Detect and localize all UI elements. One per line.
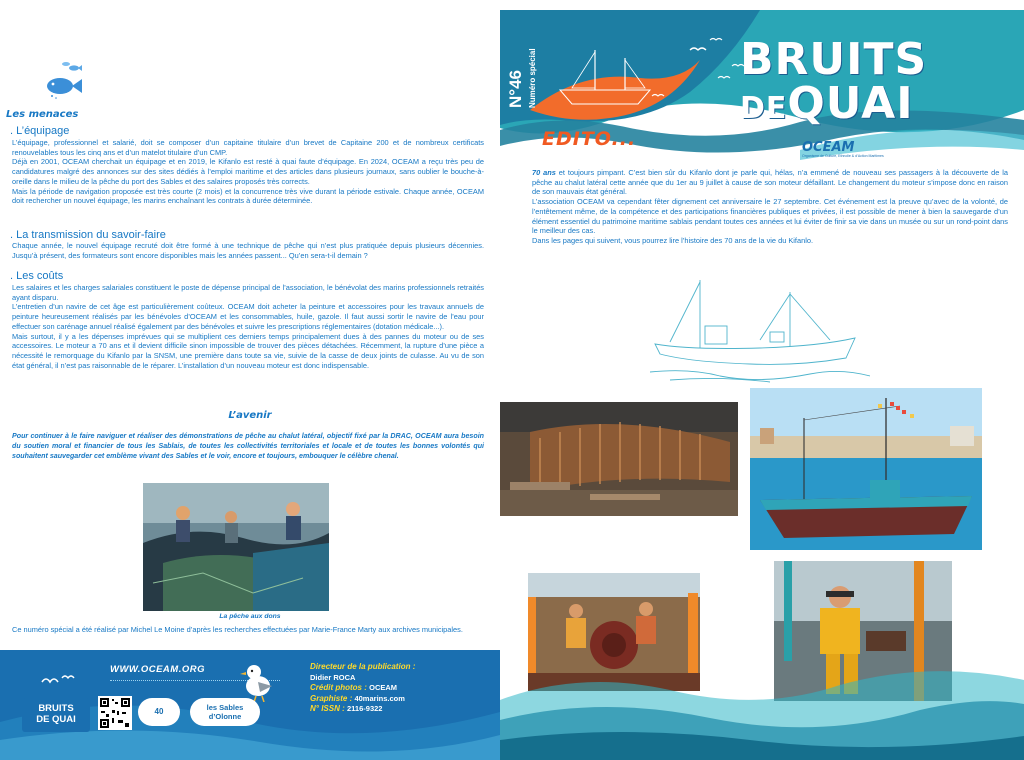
- publication-info: [310, 662, 415, 715]
- paragraph-avenir: Pour continuer à le faire naviguer et réaliser des démonstrations de pêche au chalut latéral, objectif fixé par la DRAC, OCEAM aura besoin du soutien moral et financier de tous les Sablais, de toutes les collectivités territoriales et locale et de toutes les bonnes volontés qui souhaitent sauvegarder cet emblème vivant des Sables et le voir, encore et toujours, embouquer le célèbre chenal.: [12, 432, 484, 460]
- website-link[interactable]: WWW.OCEAM.ORG: [110, 664, 205, 675]
- 40-marins-logo: [138, 698, 180, 726]
- director-label: Directeur de la publication :: [310, 662, 416, 671]
- paragraph-couts: Les salaires et les charges salariales constituent le poste de dépense principal de l’association, le bénévolat des marins professionnels retraités ayant disparu. L’entretien d’un navire de cet âge est particulièrement coûteux. OCEAM doit acheter la peinture et accessoires pour les travaux annuels de peinture heureusement réalisés par les bénévoles d’OCEAM et les consommables, huile, gazole. Il faut aussi sortir le navire de l’eau pour effectuer son carénage annuel réalisé également par des bénévoles et suivre les prescriptions réglementaires (dotation médicale...). Mais surtout, il y a les dépenses imprévues qui se multiplient ces derniers temps principalement dues à des pannes du moteur ou de ses accessoires. Le moteur a 70 ans et il devient difficile sinon impossible de trouver des pièces détachées. Récemment, la rupture d’une pièce a nécessité le remorquage du Kifanlo par la SNSM, une première dans toute sa vie, suivie de la casse de deux joints de culasse. Au vu de son état général, il n’est pas raisonnable de le réparer. L’installation d’un nouveau moteur est donc indispensable.: [12, 283, 484, 370]
- issn-label: N° ISSN :: [310, 704, 345, 713]
- issn-value: 2116-9322: [347, 704, 383, 713]
- issue-number-block: [506, 48, 537, 108]
- paragraph-transmission: Chaque année, le nouvel équipage recruté doit être formé à une technique de pêche qui n’est plus pratiquée depuis plusieurs décennies. Jusqu’à présent, des formateurs sont encore disponibles mais les années passent... Qu’en sera-t-il demain ?: [12, 241, 484, 260]
- subheading-equipage: . L’équipage: [10, 125, 70, 137]
- issue-number: N°46: [506, 70, 525, 108]
- chip-sables-line-2: d’Olonne: [208, 712, 242, 721]
- edito-heading: EDITO...: [542, 128, 637, 150]
- seagull-mascot-icon: [238, 660, 278, 702]
- logo-line-2: DE QUAI: [36, 714, 76, 725]
- harbour-boat-photo: [750, 388, 982, 550]
- subheading-transmission: . La transmission du savoir-faire: [10, 229, 166, 241]
- issue-special: Numéro spécial: [528, 48, 537, 108]
- chip-sables-line-1: les Sables: [206, 703, 244, 712]
- left-page: [0, 0, 500, 760]
- magazine-title: [740, 34, 928, 131]
- graphiste-label: Graphiste :: [310, 693, 353, 703]
- subheading-avenir: L’avenir: [228, 410, 272, 421]
- cover-page: [500, 0, 1024, 760]
- edito-paragraph: [532, 168, 1008, 246]
- qr-code[interactable]: [98, 696, 132, 730]
- title-quai: QUAI: [787, 78, 914, 129]
- logo-line-1: BRUITS: [38, 703, 74, 714]
- title-bruits: BRUITS: [740, 34, 928, 85]
- photos-value: OCEAM: [369, 683, 398, 692]
- les-sables-dolonne-logo: [190, 698, 260, 726]
- oceam-logo: OCEAM: [802, 140, 855, 155]
- edito-lead: 70 ans: [532, 168, 556, 177]
- publication-footer: [0, 650, 500, 760]
- paragraph-equipage: L’équipage, professionnel et salarié, doit se composer d’un capitaine titulaire d’un brevet de Capitaine 200 et de nombreux certificats renouvelables tous les cinq ans et d’un matelot titulaire d’un CMP. Déjà en 2001, OCEAM cherchait un équipage et en 2019, le Kifanlo est resté à quai faute d’équipage. En 2024, OCEAM a reçu très peu de candidatures malgré des annonces sur des sites dédiés à l’emploi maritime et des articles dans plusieurs journaux, sans oublier le bouche-à-oreille dans le milieu de la pêche du port des Sables et des salaires proposés très corrects. Mais la période de navigation proposée est très courte (2 mois) et la concurrence très vive durant la période estivale. Chaque année, OCEAM doit rechercher un nouvel équipage, les marins enchaînant les contrats à durée déterminée.: [12, 138, 484, 206]
- footer-wave-decoration-right: [500, 640, 1024, 760]
- edito-body: et toujours pimpant. C’est bien sûr du Kifanlo dont je parle qui, hélas, n’a emmené de nouveau ses passagers à la découverte de la pêche au chalut latéral cette année que du 1er au 9 juillet à cause de son moteur défaillant. Le changement du moteur s’impose donc en raison de son mauvais état général. L’association OCEAM va cependant fêter dignement cet anniversaire le 27 septembre. Cet événement est la preuve qu’avec de la volonté, de l’entêtement même, de la compétence et des participations financières publiques et privées, il est possible de mener à bien la sauvegarde d’un élément essentiel du patrimoine maritime sablais pendant toutes ces années et lui éviter de finir sa vie dans un musée ou sur un rond-point dans le meilleur des cas. Dans les pages qui suivent, vous pourrez lire l’histoire des 70 ans de la vie du Kifanlo.: [532, 168, 1008, 245]
- seagulls-icon: [40, 672, 80, 692]
- title-de: DE: [740, 91, 788, 126]
- trawler-line-drawing: [650, 272, 870, 387]
- director-value: Didier ROCA: [310, 672, 356, 682]
- section-heading-menaces: Les menaces: [6, 109, 79, 120]
- photos-label: Crédit photos :: [310, 683, 367, 692]
- graphiste-value: 40marins.com: [354, 693, 405, 703]
- subheading-couts: . Les coûts: [10, 270, 64, 282]
- credits-paragraph: Ce numéro spécial a été réalisé par Michel Le Moine d’après les recherches effectuées par Marie-France Marty aux archives municipales.: [12, 625, 463, 634]
- fishing-crew-photo: [143, 483, 329, 611]
- photo-caption: La pêche aux dons: [219, 613, 281, 620]
- chip-40-text: 40: [154, 707, 164, 716]
- oceam-tagline: Organisme de Culture, Ethnolie & d’Action Maritimes: [802, 154, 884, 158]
- shipyard-hull-photo: [500, 402, 738, 516]
- fish-school-icon: [42, 58, 88, 104]
- bruits-de-quai-logo: [22, 698, 90, 732]
